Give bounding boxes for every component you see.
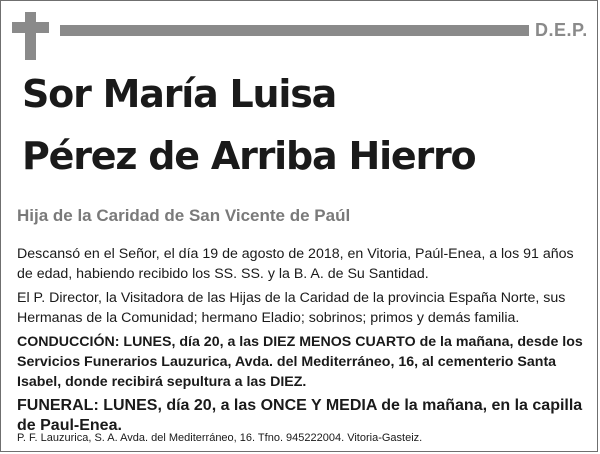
header-rule	[60, 25, 529, 36]
cross-vertical-bar	[25, 12, 36, 60]
deceased-name-line-2: Pérez de Arriba Hierro	[22, 134, 476, 178]
family-paragraph: El P. Director, la Visitadora de las Hijas de la Caridad de la provincia España Norte, sus Hermanas de la Comunidad; hermano Eladio; sobrinos; primos y demás familia.	[17, 290, 566, 326]
conduction-paragraph: CONDUCCIÓN: LUNES, día 20, a las DIEZ MENOS CUARTO de la mañana, desde los Servicios Funerarios Lauzurica, Avda. del Mediterráneo, 16, al cementerio Santa Isabel, donde recibirá sepultura a las DIEZ.	[17, 334, 583, 390]
funeral-paragraph: FUNERAL: LUNES, día 20, a las ONCE Y MEDIA de la mañana, en la capilla de Paul-Enea.	[17, 397, 583, 434]
deceased-name-line-1: Sor María Luisa	[22, 72, 337, 116]
funeral-home-footer: P. F. Lauzurica, S. A. Avda. del Mediterráneo, 16. Tfno. 945222004. Vitoria-Gasteiz.	[17, 432, 423, 444]
death-paragraph: Descansó en el Señor, el día 19 de agosto de 2018, en Vitoria, Paúl-Enea, a los 91 años de edad, habiendo recibido los SS. SS. y la B. A. de Su Santidad.	[17, 246, 574, 282]
cross-horizontal-bar	[12, 22, 49, 33]
obituary-body	[17, 244, 592, 436]
dep-label: D.E.P.	[535, 20, 588, 40]
subtitle: Hija de la Caridad de San Vicente de Paúl	[17, 206, 351, 225]
